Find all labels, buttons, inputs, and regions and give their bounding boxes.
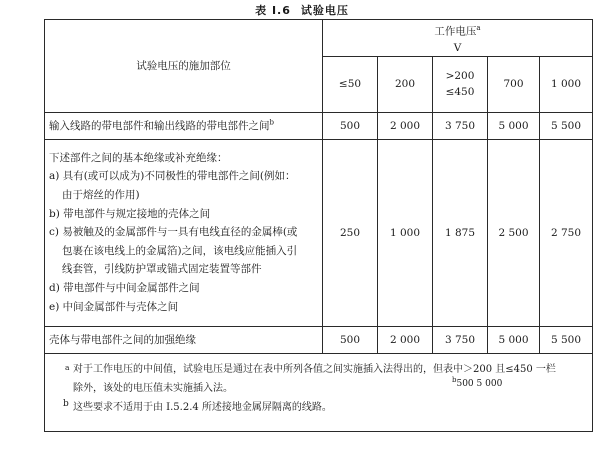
table-name: 试验电压	[300, 4, 349, 17]
note-a-continuation: 除外，该处的电压值未实施插入法。	[73, 382, 233, 394]
row-reinforced-label: 壳体与带电部件之间的加强绝缘	[45, 326, 323, 353]
location-header: 试验电压的施加部位	[45, 20, 323, 113]
cell: 2 500	[488, 139, 540, 326]
notes-row	[45, 353, 593, 431]
cell: 2 750	[540, 139, 593, 326]
stray-values: $^b$500 5 000	[452, 376, 503, 389]
cell: 2 000	[378, 326, 433, 353]
row-input-output-label: 输入线路的带电部件和输出线路的带电部件之间$^b$	[45, 112, 323, 139]
note-b-mark: b	[63, 398, 69, 409]
cell: 500	[323, 112, 378, 139]
unit-label: V	[453, 41, 462, 54]
note-a: a 对于工作电压的中间值，试验电压是通过在表中所列各值之间实施插入法得出的，但表中＞200 且≤450 一栏	[73, 360, 584, 379]
row-reinforced	[45, 326, 593, 353]
note-a-mark: a	[65, 362, 70, 372]
col-header-1000: 1 000	[540, 56, 593, 112]
note-b: b 这些要求不适用于由 I.5.2.4 所述接地金属屏隔离的线路。	[73, 398, 584, 417]
cell: 5 500	[540, 326, 593, 353]
col-header-200: 200	[378, 56, 433, 112]
table-notes	[45, 353, 593, 431]
col-header-200-450: >200 ≤450	[433, 56, 488, 112]
cell: 1 875	[433, 139, 488, 326]
table-title	[0, 2, 604, 18]
cell: 250	[323, 139, 378, 326]
cell: 1 000	[378, 139, 433, 326]
col-header-le50: ≤50	[323, 56, 378, 112]
col-header-700: 700	[488, 56, 540, 112]
cell: 3 750	[433, 112, 488, 139]
row-input-output	[45, 112, 593, 139]
working-voltage-footnote-mark: a	[476, 24, 481, 32]
cell: 3 750	[433, 326, 488, 353]
cell: 5 000	[488, 326, 540, 353]
row-basic-insulation-label: 下述部件之间的基本绝缘或补充绝缘： a) 具有(或可以成为)不同极性的带电部件之间(例如： 由于熔丝的作用) b) 带电部件与规定接地的壳体之间 c) 易被触及的金属部件与一具有电线直径的金属棒(或 包裹在该电线上的金属箔)之间，该电线应能插入引 线套管，引线防护罩或锚式固定装置等部件 d) 带电部件与中间金属部件之间 e) 中间金属部件与壳体之间	[45, 139, 323, 326]
cell: 2 000	[378, 112, 433, 139]
cell: 5 500	[540, 112, 593, 139]
working-voltage-header: 工作电压$^a$ V	[323, 20, 593, 57]
test-voltage-table	[44, 19, 593, 432]
header-row-1	[45, 20, 593, 57]
table-number: 表 I.6	[255, 4, 291, 17]
row-basic-insulation	[45, 139, 593, 326]
cell: 5 000	[488, 112, 540, 139]
cell: 500	[323, 326, 378, 353]
